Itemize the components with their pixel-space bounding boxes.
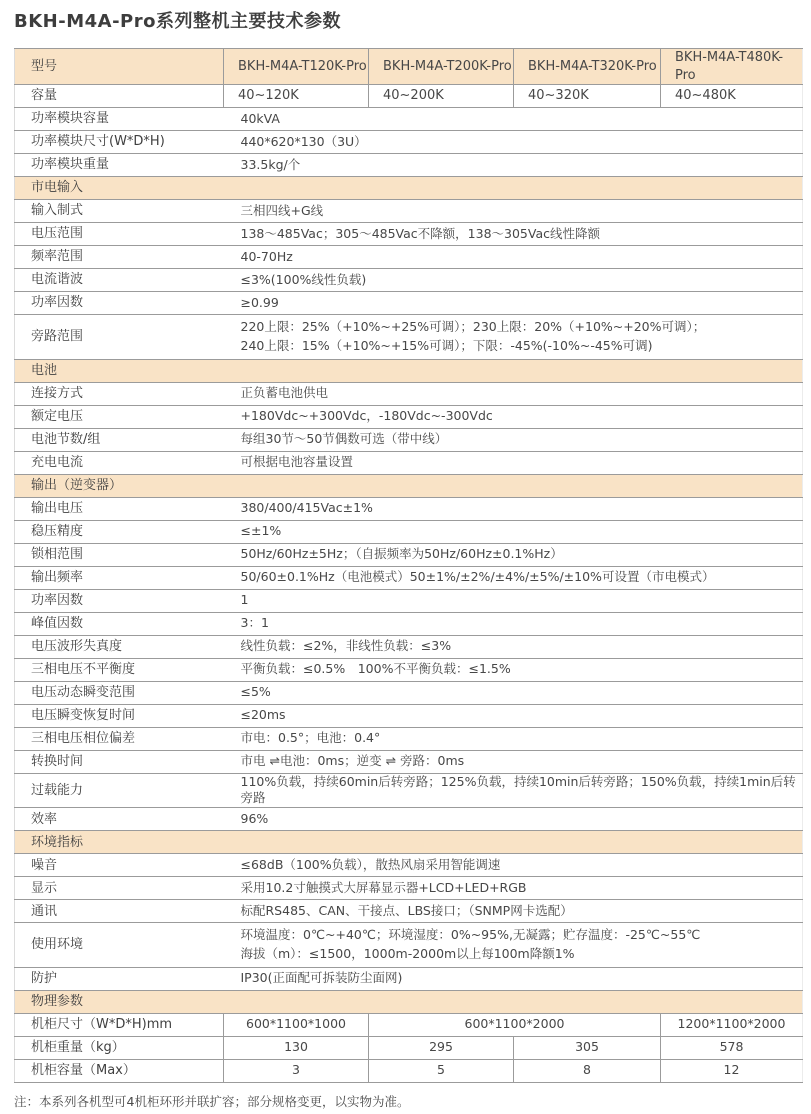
row-label: 容量 [15,85,224,108]
row-label: 电压动态瞬变范围 [15,681,224,704]
spec-row [15,154,803,177]
spec-row [15,315,803,360]
value-cell: 市电：0.5°；电池：0.4° [224,727,803,750]
model-name-cell: BKH-M4A-T320K-Pro [514,49,661,85]
value-cell: 40~480K [661,85,803,108]
row-label: 连接方式 [15,382,224,405]
value-cell: 正负蓄电池供电 [224,382,803,405]
spec-row [15,635,803,658]
section-header-row [15,990,803,1013]
row-label: 功率因数 [15,589,224,612]
spec-row [15,967,803,990]
value-cell: ≤20ms [224,704,803,727]
spec-row [15,451,803,474]
value-line: 海拔（m）：≤1500，1000m-2000m以上每100m降额1% [240,946,575,962]
spec-row [15,1036,803,1059]
value-cell: 578 [661,1036,803,1059]
spec-row [15,131,803,154]
spec-row [15,520,803,543]
spec-row [15,292,803,315]
section-header-row [15,359,803,382]
value-cell: ≤±1% [224,520,803,543]
section-header-label: 市电输入 [15,177,803,200]
row-label: 转换时间 [15,750,224,773]
value-cell: 采用10.2寸触摸式大屏幕显示器+LCD+LED+RGB [224,877,803,900]
row-label: 频率范围 [15,246,224,269]
spec-row [15,108,803,131]
row-label: 机柜重量（kg） [15,1036,224,1059]
value-cell: 5 [369,1059,514,1082]
value-line: 220上限：25%（+10%~+25%可调）；230上限：20%（+10%~+20%可调）； [240,319,706,335]
section-header-row [15,474,803,497]
value-cell: +180Vdc~+300Vdc，-180Vdc~-300Vdc [224,405,803,428]
row-label: 充电电流 [15,451,224,474]
value-cell: 8 [514,1059,661,1082]
spec-row [15,589,803,612]
spec-row [15,658,803,681]
spec-row [15,750,803,773]
value-cell: 600*1100*2000 [369,1013,661,1036]
spec-row [15,612,803,635]
value-cell: 50/60±0.1%Hz（电池模式）50±1%/±2%/±4%/±5%/±10%可设置（市电模式） [224,566,803,589]
value-cell: 40-70Hz [224,246,803,269]
value-cell: 295 [369,1036,514,1059]
value-cell: 市电 ⇌电池：0ms；逆变 ⇌ 旁路：0ms [224,750,803,773]
footnote: 注：本系列各机型可4机柜环形并联扩容；部分规格变更，以实物为准。 [14,1093,410,1109]
row-label: 效率 [15,808,224,831]
row-label: 过载能力 [15,773,224,808]
spec-row [15,269,803,292]
spec-table-body [15,49,803,1083]
row-label: 稳压精度 [15,520,224,543]
value-cell: 305 [514,1036,661,1059]
spec-row [15,773,803,808]
row-label: 机柜尺寸（W*D*H)mm [15,1013,224,1036]
value-cell [224,923,803,968]
spec-row [15,223,803,246]
row-label: 锁相范围 [15,543,224,566]
value-cell: ≤3%(100%线性负载) [224,269,803,292]
row-label: 电压波形失真度 [15,635,224,658]
section-header-label: 环境指标 [15,831,803,854]
spec-row [15,681,803,704]
spec-row [15,543,803,566]
value-cell: 平衡负载：≤0.5% 100%不平衡负载：≤1.5% [224,658,803,681]
model-header-row [15,49,803,85]
spec-row [15,246,803,269]
value-cell: 40~200K [369,85,514,108]
value-cell: 40kVA [224,108,803,131]
value-cell: 40~320K [514,85,661,108]
value-cell: 50Hz/60Hz±5Hz；（自振频率为50Hz/60Hz±0.1%Hz） [224,543,803,566]
row-label: 额定电压 [15,405,224,428]
row-label: 显示 [15,877,224,900]
spec-row [15,877,803,900]
row-label: 峰值因数 [15,612,224,635]
spec-row [15,1059,803,1082]
row-label: 输出频率 [15,566,224,589]
value-cell: 380/400/415Vac±1% [224,497,803,520]
row-label: 使用环境 [15,923,224,968]
spec-row [15,727,803,750]
row-label: 功率模块容量 [15,108,224,131]
row-label: 功率因数 [15,292,224,315]
spec-row [15,382,803,405]
value-cell [224,315,803,360]
value-cell: 96% [224,808,803,831]
value-line: 240上限：15%（+10%~+15%可调）；下限：-45%(-10%~-45%可调) [240,337,653,353]
value-cell: 138～485Vac；305～485Vac不降额，138～305Vac线性降额 [224,223,803,246]
row-label: 旁路范围 [15,315,224,360]
row-label: 电池节数/组 [15,428,224,451]
row-label: 电压瞬变恢复时间 [15,704,224,727]
row-label: 电压范围 [15,223,224,246]
section-header-label: 输出（逆变器） [15,474,803,497]
value-cell: ≤5% [224,681,803,704]
value-cell: 3：1 [224,612,803,635]
spec-row [15,85,803,108]
spec-row [15,923,803,968]
spec-row [15,428,803,451]
spec-row [15,704,803,727]
value-cell: 130 [224,1036,369,1059]
page-title: BKH-M4A-Pro系列整机主要技术参数 [14,11,341,32]
section-header-label: 电池 [15,359,803,382]
model-name-cell: BKH-M4A-T200K-Pro [369,49,514,85]
spec-table [14,48,803,1083]
value-cell: 110%负载，持续60min后转旁路；125%负载，持续10min后转旁路；150%负载，持续1min后转旁路 [224,773,803,808]
value-cell: 440*620*130（3U） [224,131,803,154]
value-cell: 33.5kg/个 [224,154,803,177]
spec-row [15,497,803,520]
row-label: 机柜容量（Max） [15,1059,224,1082]
value-cell: 40~120K [224,85,369,108]
row-label: 噪音 [15,854,224,877]
row-label: 三相电压不平衡度 [15,658,224,681]
spec-row [15,200,803,223]
spec-row [15,854,803,877]
value-cell: 线性负载：≤2%，非线性负载：≤3% [224,635,803,658]
value-cell: ≥0.99 [224,292,803,315]
value-cell: IP30(正面配可拆装防尘面网) [224,967,803,990]
value-cell: 12 [661,1059,803,1082]
spec-row [15,900,803,923]
row-label: 功率模块尺寸(W*D*H) [15,131,224,154]
value-cell: 3 [224,1059,369,1082]
section-header-row [15,177,803,200]
value-cell: ≤68dB（100%负载），散热风扇采用智能调速 [224,854,803,877]
value-cell: 1200*1100*2000 [661,1013,803,1036]
row-label: 防护 [15,967,224,990]
row-label: 型号 [15,49,224,85]
row-label: 输入制式 [15,200,224,223]
row-label: 功率模块重量 [15,154,224,177]
model-name-cell: BKH-M4A-T480K-Pro [661,49,803,85]
spec-row [15,808,803,831]
value-cell: 每组30节～50节偶数可选（带中线） [224,428,803,451]
spec-row [15,566,803,589]
spec-row [15,405,803,428]
value-cell: 标配RS485、CAN、干接点、LBS接口；（SNMP网卡选配） [224,900,803,923]
row-label: 三相电压相位偏差 [15,727,224,750]
row-label: 通讯 [15,900,224,923]
value-cell: 1 [224,589,803,612]
spec-row [15,1013,803,1036]
section-header-label: 物理参数 [15,990,803,1013]
value-line: 环境温度：0℃~+40℃；环境湿度：0%~95%,无凝露；贮存温度：-25℃~55℃ [240,927,701,943]
model-name-cell: BKH-M4A-T120K-Pro [224,49,369,85]
row-label: 输出电压 [15,497,224,520]
section-header-row [15,831,803,854]
value-cell: 600*1100*1000 [224,1013,369,1036]
value-cell: 三相四线+G线 [224,200,803,223]
value-cell: 可根据电池容量设置 [224,451,803,474]
row-label: 电流谐波 [15,269,224,292]
